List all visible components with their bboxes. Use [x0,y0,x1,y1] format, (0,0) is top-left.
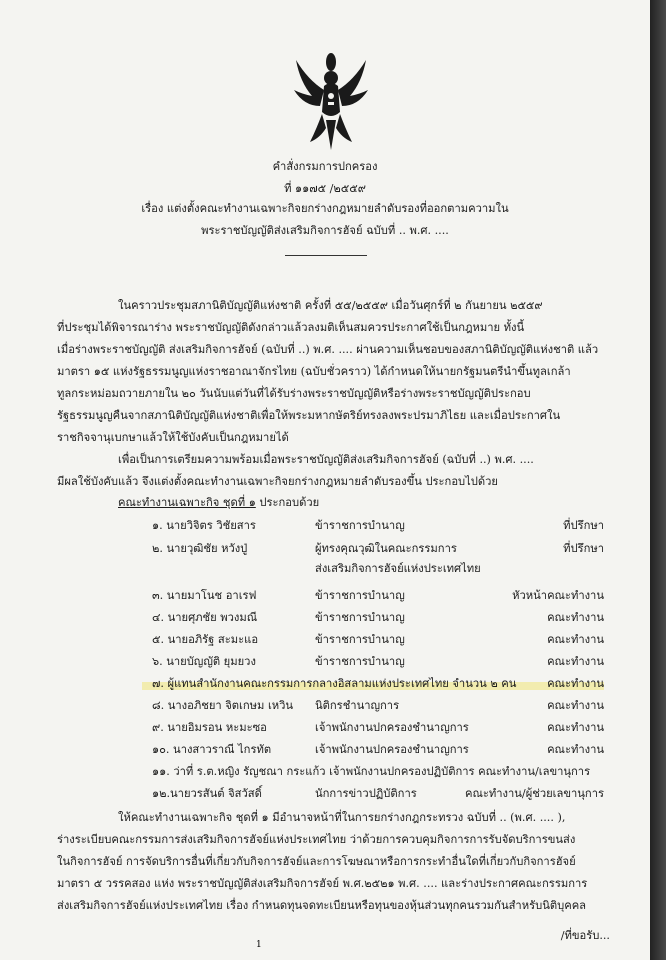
paragraph-1-line: เมื่อร่างพระราชบัญญัติ ส่งเสริมกิจการฮัจย์ (ฉบับที่ ..) พ.ศ. .... ผ่านความเห็นชอบของสภานิติบัญญัติแห่งชาติ แล้ว [57,343,599,356]
team-heading [118,497,319,508]
member-position: นักการข่าวปฏิบัติการ [315,787,417,800]
member-position: ข้าราชการบำนาญ [315,633,405,646]
member-role: คณะทำงาน [547,633,604,646]
paragraph-2-line: เพื่อเป็นการเตรียมความพร้อมเมื่อพระราชบัญญัติส่งเสริมกิจการฮัจย์ (ฉบับที่ ..) พ.ศ. .... [118,453,534,466]
paragraph-1-line: ทูลกระหม่อมถวายภายใน ๒๐ วันนับแต่วันที่ได้รับร่างพระราชบัญญัติหรือร่างพระราชบัญญัติประกอบ [57,387,531,400]
continuation-note: /ที่ขอรับ... [560,929,610,942]
paragraph-3-line: ส่งเสริมกิจการฮัจย์แห่งประเทศไทย เรื่อง กำหนดทุนจดทะเบียนหรือทุนของหุ้นส่วนทุกคนรวมกันสำหรับนิติบุคคล [57,899,587,912]
member-name: ๑๒.นายวรสันต์ จิสวัสดิ์ [152,787,262,800]
member-role: คณะทำงาน [547,721,604,734]
paragraph-3-line: ในกิจการฮัจย์ การจัดบริการอื่นที่เกี่ยวกับกิจการฮัจย์และการโฆษณาหรือการกระทำอื่นใดที่เกี่ยวกับกิจการฮัจย์ [57,855,576,868]
member-role: คณะทำงาน [547,611,604,624]
paragraph-3-line: ร่างระเบียบคณะกรรมการส่งเสริมกิจการฮัจย์แห่งประเทศไทย ว่าด้วยการควบคุมกิจการการรับจัดบริการขนส่ง [57,833,576,846]
member-name: ๙. นายอิมรอน หะมะซอ [152,721,267,734]
header-divider [285,255,367,256]
page-number: 1 [256,940,262,950]
subject-line-1: เรื่อง แต่งตั้งคณะทำงานเฉพาะกิจยกร่างกฎหมายลำดับรองที่ออกตามความใน [141,202,509,215]
paragraph-3-line: มาตรา ๕ วรรคสอง แห่ง พระราชบัญญัติส่งเสริมกิจการฮัจย์ พ.ศ.๒๕๒๑ พ.ศ. .... และร่างประกาศคณะกรรมการ [57,877,588,890]
member-role: ที่ปรึกษา [563,542,604,555]
member-name: ๔. นายศุภชัย พวงมณี [152,611,258,624]
paragraph-2-line: มีผลใช้บังคับแล้ว จึงแต่งตั้งคณะทำงานเฉพาะกิจยกร่างกฎหมายลำดับรองขึ้น ประกอบไปด้วย [57,475,498,488]
member-name: ๕. นายอภิรัฐ สะมะแอ [152,633,259,646]
member-name: ๖. นายบัญญัติ ยุมยวง [152,655,256,668]
garuda-emblem-icon [290,50,372,152]
member-position: ข้าราชการบำนาญ [315,589,405,602]
member-name: ๒. นายวุฒิชัย หวังปู่ [152,542,248,555]
member-role: ที่ปรึกษา [563,519,604,532]
member-role: คณะทำงาน [547,655,604,668]
member-role: คณะทำงาน [547,677,604,690]
paragraph-1-line: ราชกิจจานุเบกษาแล้วให้ใช้บังคับเป็นกฎหมายได้ [57,431,289,444]
member-position: เจ้าพนักงานปกครองชำนาญการ [315,721,469,734]
scan-edge [650,0,666,960]
member-name: ๓. นายมาโนช อาเรฟ [152,589,257,602]
paragraph-1-line: รัฐธรรมนูญคืนจากสภานิติบัญญัติแห่งชาติเพื่อให้พระมหากษัตริย์ทรงลงพระปรมาภิไธย และเมื่อประกาศใน [57,409,561,422]
member-name: ๑. นายวิจิตร วิชัยสาร [152,519,256,532]
subject-line-2: พระราชบัญญัติส่งเสริมกิจการฮัจย์ ฉบับที่ .. พ.ศ. .... [201,224,449,237]
order-number: ที่ ๑๑๗๕ /๒๕๕๙ [284,182,366,195]
member-position: ข้าราชการบำนาญ [315,655,405,668]
member-position: ข้าราชการบำนาญ [315,519,405,532]
team-heading-title: คณะทำงานเฉพาะกิจ ชุดที่ ๑ [118,496,256,509]
member-role: หัวหน้าคณะทำงาน [512,589,604,602]
paragraph-3-line: ให้คณะทำงานเฉพาะกิจ ชุดที่ ๑ มีอำนาจหน้าที่ในการยกร่างกฎกระทรวง ฉบับที่ .. (พ.ศ. .... ), [118,811,566,824]
member-position: เจ้าพนักงานปกครองชำนาญการ [315,743,469,756]
paragraph-1-line: ที่ประชุมได้พิจารณาร่าง พระราชบัญญัติดังกล่าวแล้วลงมติเห็นสมควรประกาศใช้เป็นกฎหมาย ทั้งนี้ [57,321,525,334]
member-name: ๑๑. ว่าที่ ร.ต.หญิง รัญชณา กระแก้ว เจ้าพนักงานปกครองปฏิบัติการ คณะทำงาน/เลขานุการ [152,765,591,778]
paragraph-1-line: ในคราวประชุมสภานิติบัญญัติแห่งชาติ ครั้งที่ ๕๕/๒๕๕๙ เมื่อวันศุกร์ที่ ๒ กันยายน ๒๕๕๙ [118,299,543,312]
team-heading-suffix: ประกอบด้วย [255,496,320,509]
order-issuer: คำสั่งกรมการปกครอง [272,160,378,173]
member-position: ข้าราชการบำนาญ [315,611,405,624]
member-role: คณะทำงาน [547,743,604,756]
member-role: คณะทำงาน [547,699,604,712]
member-position: ผู้ทรงคุณวุฒิในคณะกรรมการ [315,542,457,555]
member-name: ๘. นางอภิชยา จิตเกษม เหวิน [152,699,294,712]
paragraph-1-line: มาตรา ๑๕ แห่งรัฐธรรมนูญแห่งราชอาณาจักรไทย (ฉบับชั่วคราว) ได้กำหนดให้นายกรัฐมนตรีนำขึ้นทูลเกล้า [57,365,571,378]
member-name: ๗. ผู้แทนสำนักงานคณะกรรมการกลางอิสลามแห่งประเทศไทย จำนวน ๒ คน [152,677,517,690]
member-position: นิติกรชำนาญการ [315,699,400,712]
member-role: คณะทำงาน/ผู้ช่วยเลขานุการ [465,787,604,800]
member-name: ๑๐. นางสาวราณี ไกรทัต [152,743,272,756]
member-position-cont: ส่งเสริมกิจการฮัจย์แห่งประเทศไทย [315,562,481,575]
